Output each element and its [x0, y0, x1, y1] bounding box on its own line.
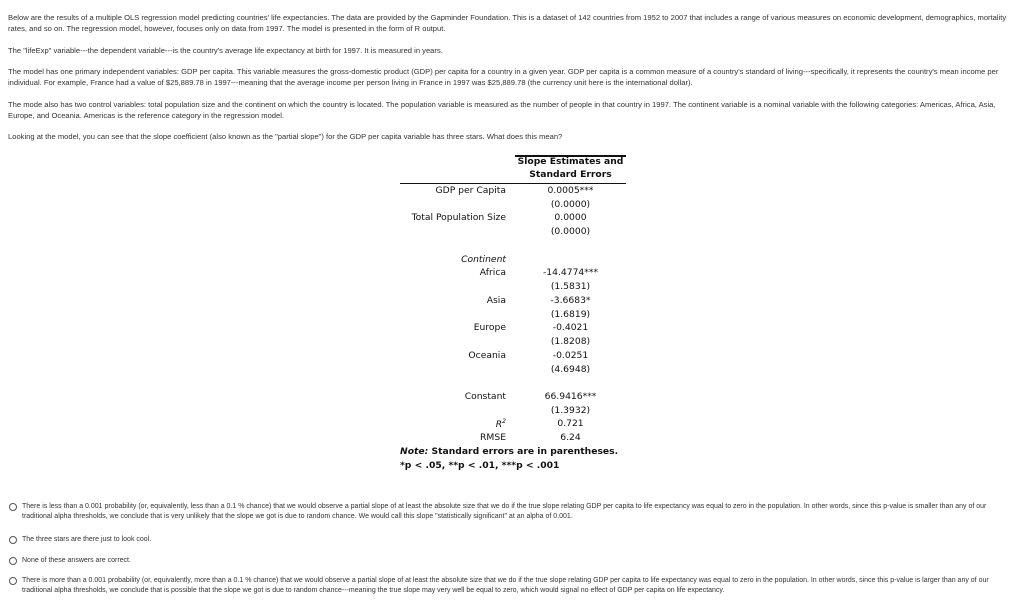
- r2-base: R: [495, 419, 503, 431]
- row-label-asia: Asia: [486, 295, 506, 306]
- note-label: Note:: [400, 446, 429, 457]
- table-header-line1: Slope Estimates and: [517, 156, 624, 167]
- constant-estimate: 66.9416***: [544, 391, 597, 402]
- asia-standard-error: (1.6819): [550, 309, 591, 320]
- table-header-rule: [400, 183, 626, 184]
- constant-standard-error: (1.3932): [550, 405, 591, 416]
- africa-standard-error: (1.5831): [550, 281, 591, 292]
- rmse-value: 6.24: [560, 432, 581, 443]
- answer-option-3[interactable]: [9, 556, 1010, 566]
- row-label-population: Total Population Size: [411, 212, 506, 223]
- oceania-standard-error: (4.6948): [550, 364, 591, 375]
- row-label-europe: Europe: [473, 322, 506, 333]
- europe-estimate: -0.4021: [552, 322, 589, 333]
- africa-estimate: -14.4774***: [542, 267, 599, 278]
- row-label-continent: Continent: [461, 254, 506, 265]
- radio-button[interactable]: [9, 503, 17, 511]
- table-column-header: [515, 155, 626, 181]
- note-text: Standard errors are in parentheses.: [428, 446, 619, 457]
- answer-option-2[interactable]: [9, 535, 1010, 545]
- gdp-estimate: 0.0005***: [547, 185, 594, 196]
- radio-button[interactable]: [9, 536, 17, 544]
- row-label-africa: Africa: [479, 267, 506, 278]
- table-header-line2: Standard Errors: [529, 169, 612, 180]
- intro-paragraph-dependent-variable: The "lifeExp" variable---the dependent variable---is the country's average life expectancy at birth for 1997. It is measured in years.: [8, 46, 443, 55]
- radio-button[interactable]: [9, 557, 17, 565]
- row-label-oceania: Oceania: [468, 350, 506, 361]
- answer-option-1[interactable]: [9, 502, 1010, 522]
- answer-option-label: The three stars are there just to look cool.: [22, 536, 152, 543]
- gdp-standard-error: (0.0000): [550, 199, 591, 210]
- answer-option-label: None of these answers are correct.: [22, 557, 131, 564]
- intro-paragraph-independent-variable: The model has one primary independent variables: GDP per capita. This variable measures the gross-domestic product (GDP) per capita for a country in a given year. GDP per capita is a common measure of a country's standard of living---specifically, it represents the country's mean income per individual. For example, France had a value of $25,889.78 in 1997---meaning that the average income per person living in France in 1997 was $25,889.78 (the currency unit here is the international dollar).: [8, 67, 999, 87]
- europe-standard-error: (1.8208): [550, 336, 591, 347]
- row-label-gdp: GDP per Capita: [435, 185, 506, 196]
- population-standard-error: (0.0000): [550, 226, 591, 237]
- r2-superscript: 2: [502, 418, 506, 425]
- significance-legend: *p < .05, **p < .01, ***p < .001: [400, 460, 560, 471]
- intro-paragraph-control-variables: The mode also has two control variables: total population size and the continent on which the country is located. The population variable is measured as the number of people in that country in 1997. The continent variable is a nominal variable with the following categories: Americas, Africa, Asia, Europe, and Oceania. Americas is the reference category in the regression model.: [8, 100, 996, 120]
- radio-button[interactable]: [9, 577, 17, 585]
- answer-option-label: There is more than a 0.001 probability (or, equivalently, more than a 0.1 % chance) that we would observe a partial slope of at least the absolute size that we do if the true slope relating GDP per capita to life expectancy was equal to zero in the population. In other words, since this p-value is larger than any of our traditional alpha thresholds, we conclude that is possible that the slope we got is due to random chance---meaning the true slope may very well be equal to zero, which would signal no effect of GDP per capita on life expectancy.: [22, 577, 989, 594]
- table-note: [400, 446, 618, 457]
- intro-paragraph-description: Below are the results of a multiple OLS regression model predicting countries' life expectancies. The data are provided by the Gapminder Foundation. This is a dataset of 142 countries from 1952 to 2007 that includes a range of various measures on economic development, demographics, mortality rates, and so on. The regression model, however, focuses only on data from 1997. The model is presented in the form of R output.: [8, 13, 1007, 33]
- question-prompt: Looking at the model, you can see that the slope coefficient (also known as the "partial slope") for the GDP per capita variable has three stars. What does this mean?: [8, 132, 563, 141]
- population-estimate: 0.0000: [554, 212, 587, 223]
- row-label-r-squared: [496, 418, 506, 430]
- r-squared-value: 0.721: [557, 418, 584, 429]
- answer-option-4[interactable]: [9, 576, 1010, 596]
- row-label-rmse: RMSE: [480, 432, 506, 443]
- asia-estimate: -3.6683*: [550, 295, 591, 306]
- oceania-estimate: -0.0251: [552, 350, 589, 361]
- answer-option-label: There is less than a 0.001 probability (or, equivalently, less than a 0.1 % chance) that we would observe a partial slope of at least the absolute size that we do if the true slope relating GDP per capita to life expectancy was equal to zero in the population. In other words, since this p-value is smaller than any of our traditional alpha thresholds, we conclude that is very unlikely that the slope we got is due to random chance. We would call this slope "statistically significant" at an alpha of 0.001.: [22, 503, 987, 520]
- row-label-constant: Constant: [464, 391, 506, 402]
